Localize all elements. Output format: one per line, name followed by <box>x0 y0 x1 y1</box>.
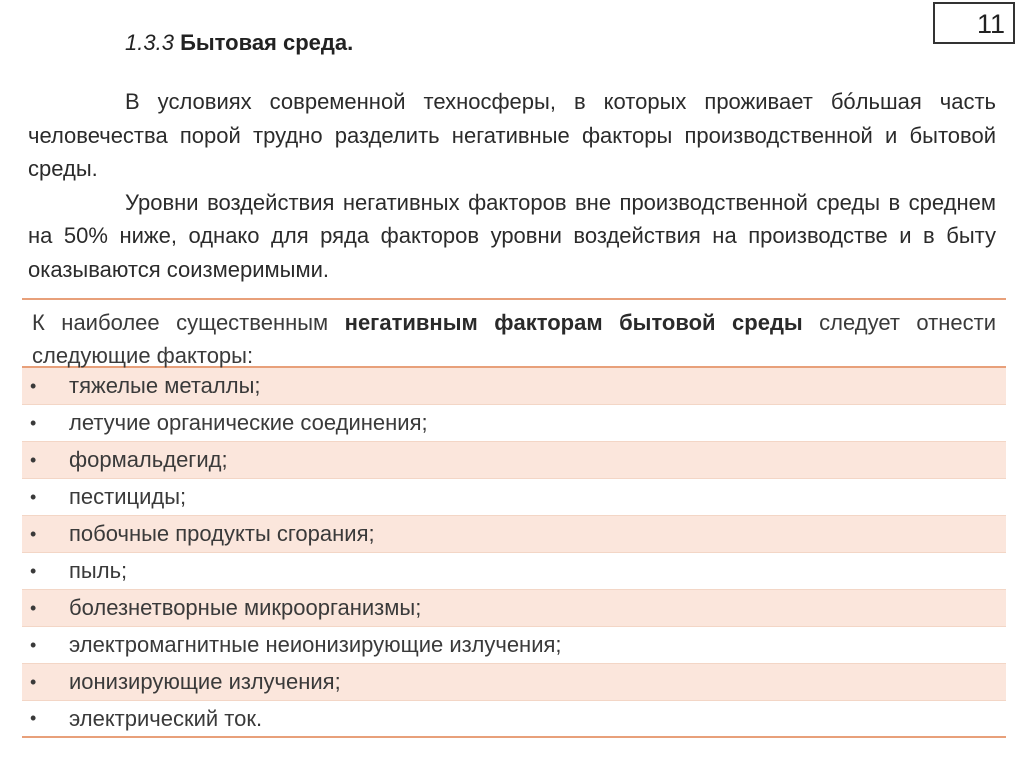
table-header <box>22 300 1006 368</box>
list-item-text: пыль; <box>69 558 128 583</box>
intro-paragraph-1: В условиях современной техносферы, в которых проживает бóльшая часть человечества порой трудно разделить негативные факторы производственной и бытовой среды. <box>28 89 996 181</box>
intro-paragraph-2: Уровни воздействия негативных факторов вне производственной среды в среднем на 50% ниже, однако для ряда факторов уровни воздействия на производстве и в быту оказываются соизмеримыми. <box>28 189 996 282</box>
section-heading <box>125 30 353 56</box>
list-item <box>22 479 1006 516</box>
bullet-icon: • <box>30 523 37 544</box>
list-item-text: электромагнитные неионизирующие излучения; <box>69 632 562 657</box>
list-item-text: пестициды; <box>69 484 187 509</box>
list-item-text: ионизирующие излучения; <box>69 669 341 694</box>
list-item <box>22 627 1006 664</box>
list-item <box>22 516 1006 553</box>
bullet-icon: • <box>30 708 37 728</box>
list-item <box>22 664 1006 701</box>
list-item <box>22 701 1006 738</box>
bullet-icon: • <box>30 486 37 507</box>
page-number-text: 11 <box>976 9 1005 39</box>
list-item-text: побочные продукты сгорания; <box>69 521 375 546</box>
list-item <box>22 590 1006 627</box>
list-item-text: летучие органические соединения; <box>69 410 428 435</box>
list-item <box>22 553 1006 590</box>
bullet-icon: • <box>30 449 37 470</box>
factors-table <box>22 298 1006 738</box>
section-number: 1.3.3 <box>125 30 174 55</box>
bullet-icon: • <box>30 597 37 618</box>
table-header-lead: К наиболее существенным <box>32 310 345 335</box>
bullet-icon: • <box>30 671 37 692</box>
bullet-icon: • <box>30 375 37 396</box>
list-item-text: формальдегид; <box>69 447 228 472</box>
list-item <box>22 442 1006 479</box>
list-item-text: тяжелые металлы; <box>69 373 261 398</box>
list-item-text: электрический ток. <box>69 705 263 731</box>
intro-text <box>28 85 996 286</box>
list-item-text: болезнетворные микроорганизмы; <box>69 595 422 620</box>
table-header-tail: следует отнести следующие факторы: <box>32 310 996 368</box>
page-number <box>933 2 1015 44</box>
table-header-emphasis: негативным факторам бытовой среды <box>344 310 803 335</box>
bullet-icon: • <box>30 412 37 433</box>
section-title: Бытовая среда. <box>180 30 354 55</box>
list-item <box>22 405 1006 442</box>
bullet-icon: • <box>30 634 37 655</box>
bullet-icon: • <box>30 560 37 581</box>
list-item <box>22 368 1006 405</box>
